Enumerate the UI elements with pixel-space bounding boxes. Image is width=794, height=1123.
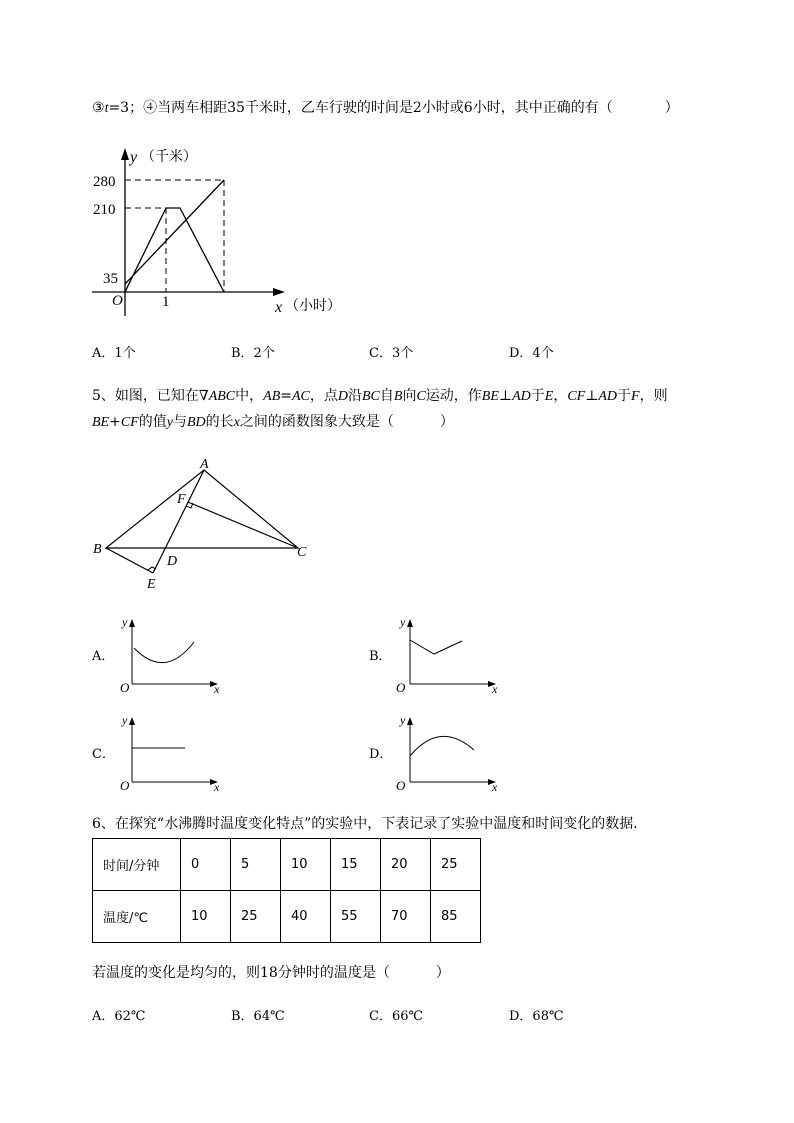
q6-question: 若温度的变化是均匀的，则18分钟时的温度是（ ）: [92, 965, 450, 981]
table-cell: 10: [281, 839, 331, 891]
svg-text:y: y: [400, 713, 406, 727]
q6-option-b[interactable]: B．64℃: [231, 1009, 285, 1024]
q5-option-b-label[interactable]: B．: [369, 649, 392, 664]
q4-y-axis-unit: （千米）: [141, 150, 197, 165]
q6-option-d[interactable]: D．68℃: [509, 1009, 564, 1024]
table-row: [93, 891, 481, 943]
q5-statement-line2: BE+CF的值y与BD的长x之间的函数图象大致是（ ）: [92, 414, 454, 430]
q4-option-c[interactable]: C．3个: [369, 346, 414, 361]
svg-text:x: x: [214, 780, 220, 794]
q5-statement-line1: 5、如图，已知在∇ABC中，AB=AC，点D沿BC自B向C运动，作BE⊥AD于E，CF⊥AD于F，则: [92, 388, 668, 404]
q5-option-b-graph[interactable]: [388, 612, 508, 696]
table-cell: 25: [231, 891, 281, 943]
q4-y-axis-label: y: [130, 149, 138, 166]
table-row: [93, 839, 481, 891]
table-cell: 20: [381, 839, 431, 891]
q6-intro: 6、在探究“水沸腾时温度变化特点”的实验中，下表记录了实验中温度和时间变化的数据．: [92, 816, 648, 832]
table-cell: 40: [281, 891, 331, 943]
q5-option-c-graph[interactable]: [110, 710, 230, 794]
table-cell: 85: [431, 891, 481, 943]
q4-option-b[interactable]: B．2个: [231, 346, 275, 361]
svg-text:y: y: [400, 615, 406, 629]
q6-data-table: [92, 838, 481, 943]
q4-x-tick-1: 1: [162, 294, 170, 310]
svg-text:x: x: [492, 682, 498, 696]
q6-option-c[interactable]: C．66℃: [369, 1009, 424, 1024]
q5-point-f-label: F: [177, 492, 186, 507]
svg-text:x: x: [214, 682, 220, 696]
q4-option-d[interactable]: D．4个: [509, 346, 554, 361]
q5-triangle-figure: [0, 450, 400, 600]
q4-x-axis-label: x: [275, 299, 283, 316]
svg-text:O: O: [120, 778, 130, 793]
q5-point-e-label: E: [147, 577, 156, 592]
svg-text:x: x: [492, 780, 498, 794]
table-cell: 15: [331, 839, 381, 891]
svg-text:y: y: [122, 615, 128, 629]
q6-option-a[interactable]: A．62℃: [92, 1009, 146, 1024]
q4-option-a[interactable]: A．1个: [92, 346, 136, 361]
table-cell: 5: [231, 839, 281, 891]
table-cell: 55: [331, 891, 381, 943]
svg-text:y: y: [122, 713, 128, 727]
q5-option-a-graph[interactable]: [110, 612, 230, 696]
q4-origin-label: O: [112, 293, 123, 309]
q4-y-tick-280: 280: [93, 174, 116, 190]
q5-option-d-label[interactable]: D．: [369, 747, 393, 762]
q5-option-c-label[interactable]: C．: [92, 747, 115, 762]
q5-point-b-label: B: [93, 542, 102, 557]
table-row-header: 温度/℃: [93, 891, 181, 943]
q4-statement-line: ③t=3；④当两车相距35千米时，乙车行驶的时间是2小时或6小时，其中正确的有（ ）: [92, 100, 679, 116]
table-cell: 70: [381, 891, 431, 943]
svg-text:O: O: [396, 778, 406, 793]
q4-distance-time-graph: [0, 0, 794, 340]
table-cell: 0: [181, 839, 231, 891]
q5-option-a-label[interactable]: A．: [92, 649, 115, 664]
svg-text:O: O: [396, 680, 406, 695]
table-cell: 10: [181, 891, 231, 943]
q5-point-d-label: D: [167, 554, 178, 569]
svg-text:O: O: [120, 680, 130, 695]
q4-y-tick-35: 35: [103, 271, 118, 287]
q5-option-d-graph[interactable]: [388, 710, 508, 794]
table-cell: 25: [431, 839, 481, 891]
q4-y-tick-210: 210: [93, 202, 116, 218]
q5-point-a-label: A: [200, 457, 209, 472]
q5-point-c-label: C: [297, 545, 307, 560]
q4-x-axis-unit: （小时）: [285, 299, 341, 314]
table-row-header: 时间/分钟: [93, 839, 181, 891]
